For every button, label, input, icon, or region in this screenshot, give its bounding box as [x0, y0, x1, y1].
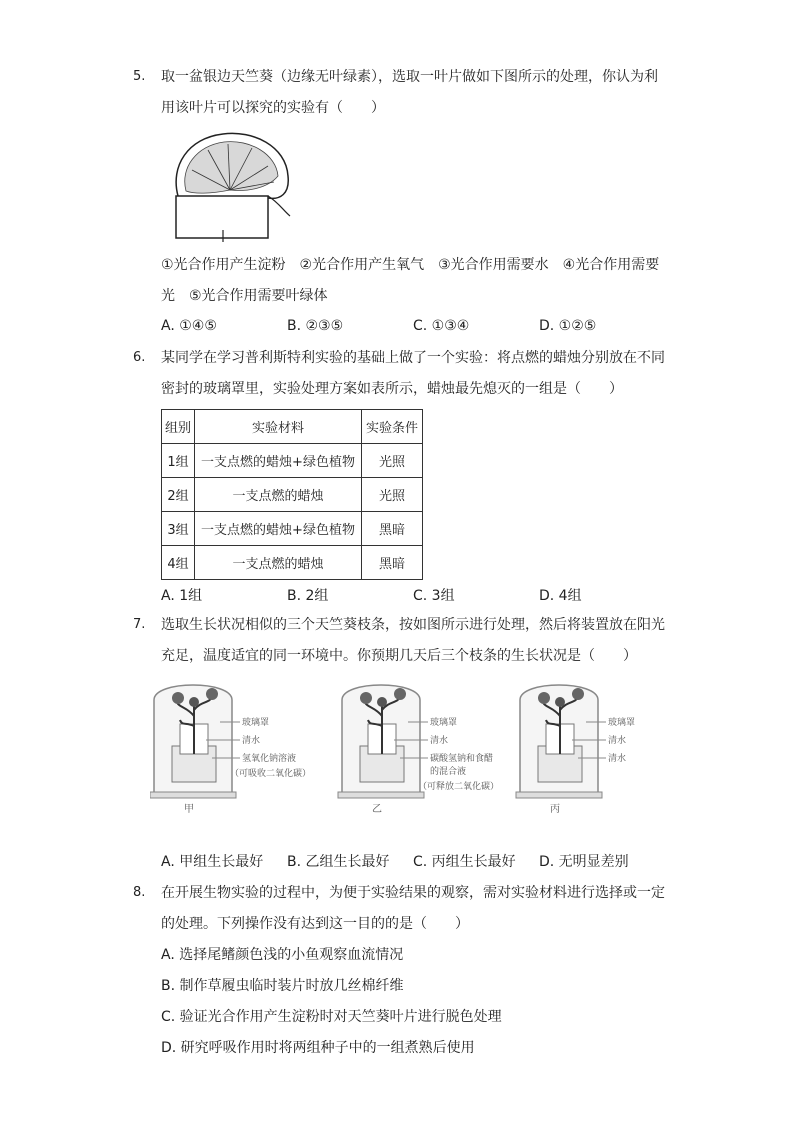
option-a[interactable]: A. 1组 — [161, 588, 203, 604]
table-cell: 一支点燃的蜡烛 — [195, 546, 362, 580]
question-7 — [133, 610, 673, 672]
table-cell: 光照 — [362, 444, 423, 478]
question-stem — [161, 343, 673, 405]
option-b[interactable]: B. ②③⑤ — [287, 318, 344, 334]
table-row — [162, 478, 423, 512]
stem-line: 取一盆银边天竺葵（边缘无叶绿素），选取一叶片做如下图所示的处理，你认为利 — [161, 69, 658, 85]
label-water: 清水 — [430, 736, 449, 746]
label-glass-cover: 玻璃罩 — [430, 718, 458, 728]
jar-jia — [150, 685, 311, 815]
option-a[interactable]: A. 选择尾鳍颜色浅的小鱼观察血流情况 — [161, 947, 404, 963]
jar-yi — [338, 685, 499, 815]
question-number: 6. — [133, 350, 146, 365]
statement-line: ①光合作用产生淀粉 ②光合作用产生氧气 ③光合作用需要水 ④光合作用需要 — [161, 257, 660, 273]
options — [161, 584, 673, 608]
question-stem — [161, 610, 673, 672]
label-glass-cover: 玻璃罩 — [242, 718, 270, 728]
question-stem — [161, 878, 673, 940]
option-d[interactable]: D. 无明显差别 — [539, 854, 629, 870]
table-cell: 一支点燃的蜡烛+绿色植物 — [195, 444, 362, 478]
option-d[interactable]: D. 4组 — [539, 588, 582, 604]
table-row — [162, 512, 423, 546]
table-cell: 2组 — [162, 478, 195, 512]
label-water: 清水 — [242, 736, 261, 746]
options — [161, 940, 673, 1064]
question-8 — [133, 878, 673, 1064]
question-7-options — [133, 850, 673, 874]
label-note: （可吸收二氧化碳） — [230, 769, 312, 779]
option-c[interactable]: C. 丙组生长最好 — [413, 854, 516, 870]
label-water-2: 清水 — [608, 754, 627, 764]
stem-line: 用该叶片可以探究的实验有（ ） — [161, 100, 385, 116]
option-b[interactable]: B. 乙组生长最好 — [287, 854, 390, 870]
table-row — [162, 546, 423, 580]
label-glass-cover: 玻璃罩 — [608, 718, 636, 728]
caption-yi: 乙 — [372, 804, 382, 815]
table-header: 实验材料 — [195, 410, 362, 444]
question-number: 8. — [133, 885, 146, 900]
table-cell: 光照 — [362, 478, 423, 512]
bell-jar-figure — [150, 676, 670, 816]
table-cell: 4组 — [162, 546, 195, 580]
option-c[interactable]: C. ①③④ — [413, 318, 470, 334]
option-c[interactable]: C. 验证光合作用产生淀粉时对天竺葵叶片进行脱色处理 — [161, 1009, 502, 1025]
caption-jia: 甲 — [184, 804, 194, 815]
label-note: （可释放二氧化碳） — [418, 782, 500, 792]
table-header: 组别 — [162, 410, 195, 444]
stem-line: 在开展生物实验的过程中，为便于实验结果的观察，需对实验材料进行选择或一定 — [161, 885, 665, 901]
option-d[interactable]: D. 研究呼吸作用时将两组种子中的一组煮熟后使用 — [161, 1040, 475, 1056]
label-solution: 氢氧化钠溶液 — [242, 754, 297, 764]
question-6 — [133, 343, 673, 608]
caption-bing: 丙 — [550, 804, 560, 815]
table-cell: 黑暗 — [362, 546, 423, 580]
question-stem — [161, 62, 673, 124]
question-number: 7. — [133, 617, 146, 632]
table-cell: 1组 — [162, 444, 195, 478]
options — [161, 314, 673, 338]
question-number: 5. — [133, 69, 146, 84]
stem-line: 的处理。下列操作没有达到这一目的的是（ ） — [161, 916, 469, 932]
stem-line: 某同学在学习普利斯特利实验的基础上做了一个实验：将点燃的蜡烛分别放在不同 — [161, 350, 665, 366]
label-solution-2: 的混合液 — [430, 767, 467, 777]
option-a[interactable]: A. ①④⑤ — [161, 318, 217, 334]
table-cell: 3组 — [162, 512, 195, 546]
question-5 — [133, 62, 673, 124]
table-header: 实验条件 — [362, 410, 423, 444]
question-5-continued — [133, 250, 673, 338]
label-water: 清水 — [608, 736, 627, 746]
table-row — [162, 444, 423, 478]
experiment-table — [161, 409, 423, 580]
table-header-row — [162, 410, 423, 444]
stem-line: 选取生长状况相似的三个天竺葵枝条，按如图所示进行处理，然后将装置放在阳光 — [161, 617, 665, 633]
stem-line: 密封的玻璃罩里，实验处理方案如表所示，蜡烛最先熄灭的一组是（ ） — [161, 381, 623, 397]
options — [161, 850, 673, 874]
statement-line: 光 ⑤光合作用需要叶绿体 — [161, 288, 328, 304]
option-b[interactable]: B. 制作草履虫临时装片时放几丝棉纤维 — [161, 978, 404, 994]
table-cell: 黑暗 — [362, 512, 423, 546]
option-b[interactable]: B. 2组 — [287, 588, 329, 604]
label-solution: 碳酸氢钠和食醋 — [430, 754, 494, 764]
table-cell: 一支点燃的蜡烛+绿色植物 — [195, 512, 362, 546]
leaf-figure — [168, 126, 298, 242]
option-a[interactable]: A. 甲组生长最好 — [161, 854, 264, 870]
jar-bing — [516, 685, 635, 815]
statements — [161, 250, 673, 312]
stem-line: 充足，温度适宜的同一环境中。你预期几天后三个枝条的生长状况是（ ） — [161, 648, 637, 664]
option-c[interactable]: C. 3组 — [413, 588, 455, 604]
option-d[interactable]: D. ①②⑤ — [539, 318, 597, 334]
table-cell: 一支点燃的蜡烛 — [195, 478, 362, 512]
